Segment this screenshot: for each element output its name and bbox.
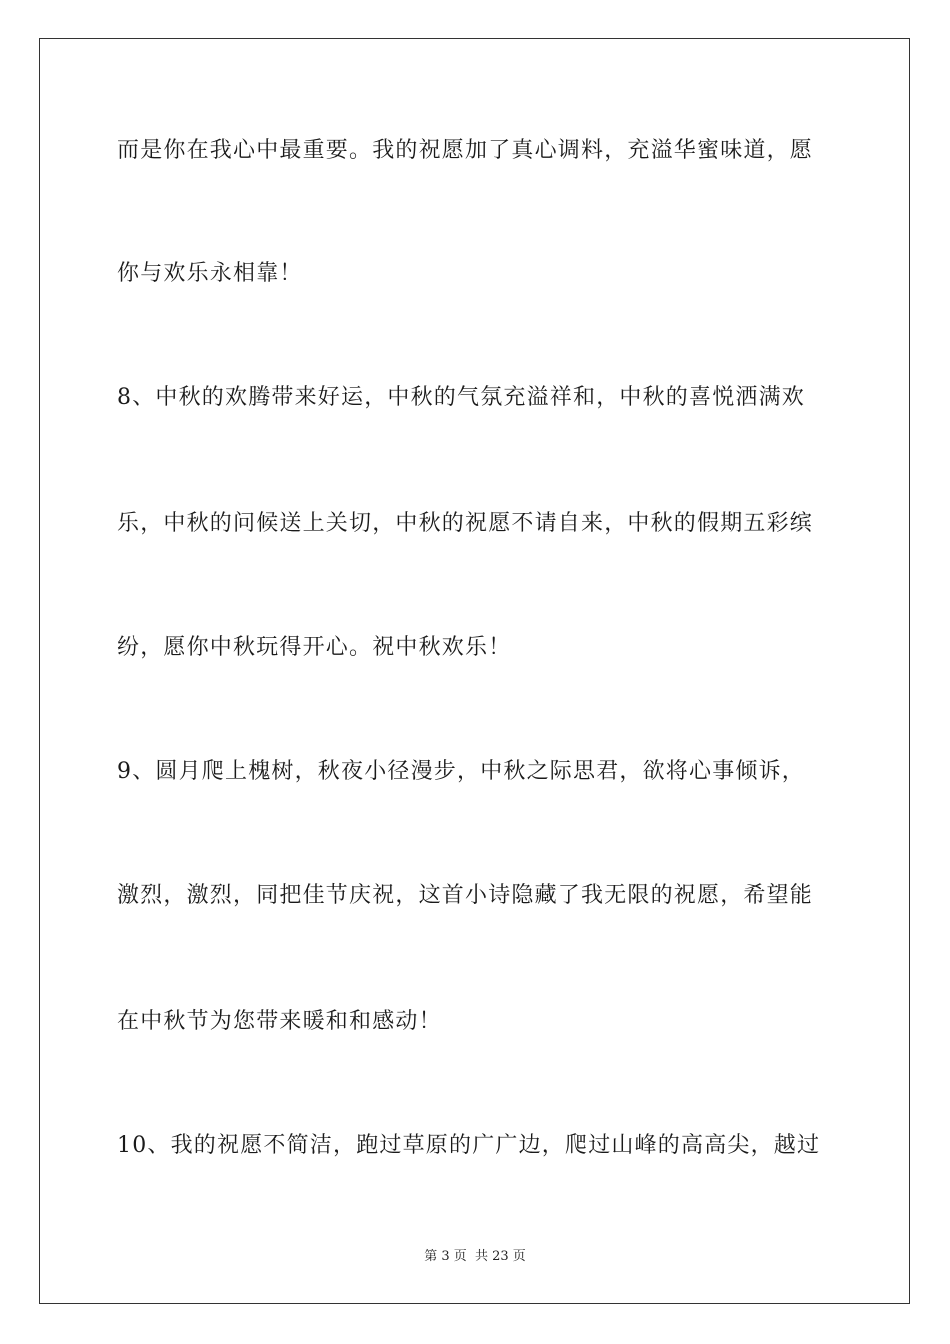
text-line: 激烈，激烈，同把佳节庆祝，这首小诗隐藏了我无限的祝愿，希望能 — [117, 883, 814, 908]
page-number: 第 3 页 — [424, 1249, 467, 1264]
page-total: 共 23 页 — [474, 1249, 526, 1264]
text-line: 而是你在我心中最重要。我的祝愿加了真心调料，充溢华蜜味道，愿 — [117, 138, 814, 163]
text-line: 8、中秋的欢腾带来好运，中秋的气氛充溢祥和，中秋的喜悦洒满欢 — [117, 385, 805, 410]
text-line: 9、圆月爬上槐树，秋夜小径漫步，中秋之际思君，欲将心事倾诉， — [117, 759, 805, 784]
text-line: 10、我的祝愿不简洁，跑过草原的广广边，爬过山峰的高高尖，越过 — [117, 1133, 821, 1158]
text-line: 纷，愿你中秋玩得开心。祝中秋欢乐！ — [117, 635, 512, 660]
text-line: 乐，中秋的问候送上关切，中秋的祝愿不请自来，中秋的假期五彩缤 — [117, 511, 814, 536]
page-border — [39, 38, 910, 1304]
page-footer — [0, 1248, 950, 1266]
text-line: 你与欢乐永相靠！ — [117, 261, 303, 286]
text-line: 在中秋节为您带来暖和和感动！ — [117, 1009, 442, 1034]
